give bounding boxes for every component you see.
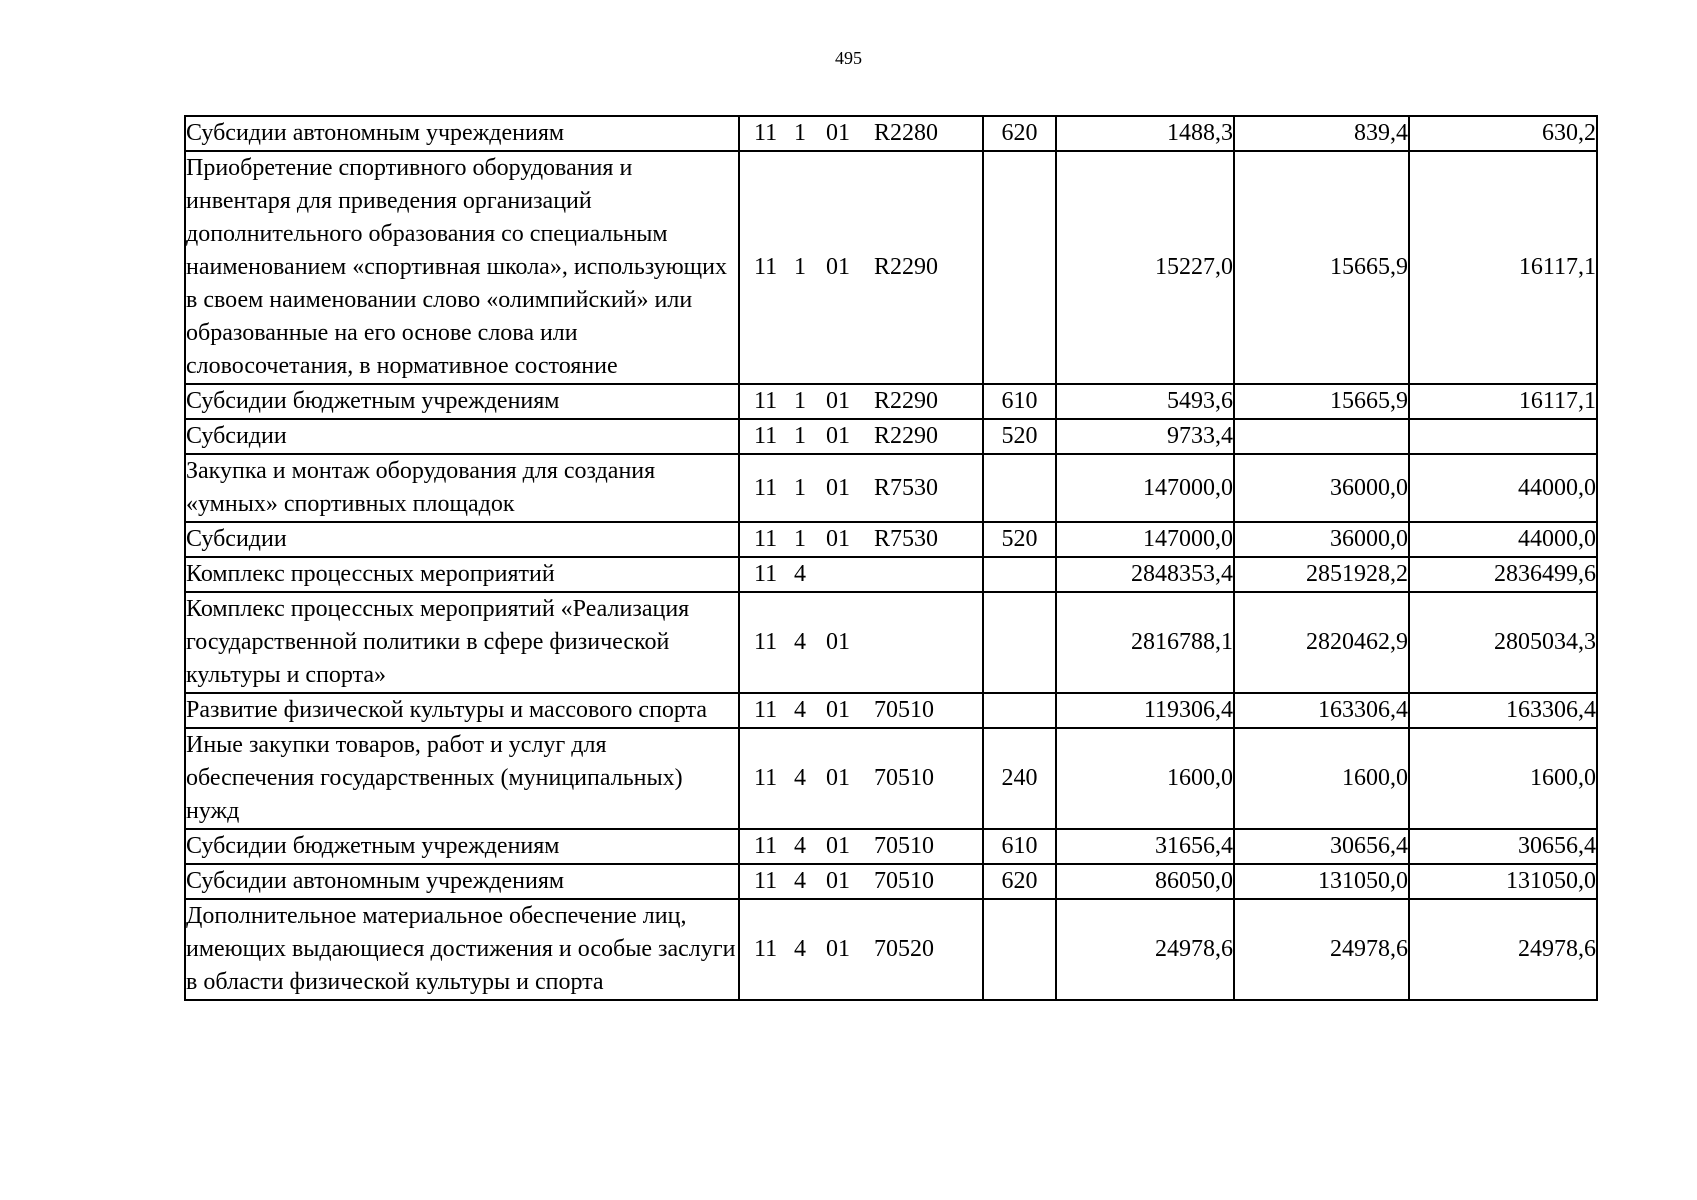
amount-year-2: 2820462,9 — [1234, 592, 1409, 693]
program-code: 11 — [754, 936, 778, 962]
amount-year-2: 131050,0 — [1234, 864, 1409, 899]
amount-year-3: 2805034,3 — [1409, 592, 1597, 693]
program-code: 11 — [754, 833, 778, 859]
amount-year-3: 16117,1 — [1409, 151, 1597, 384]
amount-year-3: 2836499,6 — [1409, 557, 1597, 592]
direction-code: 70510 — [874, 765, 934, 791]
row-code — [739, 522, 983, 557]
subprogram-code: 4 — [794, 868, 806, 894]
table-row — [185, 693, 1597, 728]
amount-year-2 — [1234, 419, 1409, 454]
expense-type-code: 620 — [983, 116, 1056, 151]
row-code — [739, 899, 983, 1000]
expense-type-code — [983, 693, 1056, 728]
direction-code: 70520 — [874, 936, 934, 962]
subprogram-code: 1 — [794, 120, 806, 146]
amount-year-3: 630,2 — [1409, 116, 1597, 151]
expense-type-code: 610 — [983, 829, 1056, 864]
activity-code: 01 — [826, 254, 850, 280]
expense-type-code: 520 — [983, 419, 1056, 454]
expense-type-code — [983, 592, 1056, 693]
amount-year-1: 9733,4 — [1056, 419, 1234, 454]
amount-year-3: 163306,4 — [1409, 693, 1597, 728]
direction-code: 70510 — [874, 833, 934, 859]
amount-year-1: 2816788,1 — [1056, 592, 1234, 693]
subprogram-code: 4 — [794, 833, 806, 859]
amount-year-2: 15665,9 — [1234, 151, 1409, 384]
table-row — [185, 899, 1597, 1000]
table-row — [185, 592, 1597, 693]
direction-code: R2280 — [874, 120, 939, 146]
row-name: Субсидии — [185, 522, 739, 557]
row-code — [739, 557, 983, 592]
direction-code: R2290 — [874, 254, 939, 280]
program-code: 11 — [754, 697, 778, 723]
amount-year-2: 24978,6 — [1234, 899, 1409, 1000]
row-code — [739, 592, 983, 693]
expense-type-code: 240 — [983, 728, 1056, 829]
row-code — [739, 864, 983, 899]
row-code — [739, 693, 983, 728]
direction-code: R7530 — [874, 474, 939, 501]
budget-table-body — [185, 116, 1597, 1000]
table-row — [185, 864, 1597, 899]
activity-code: 01 — [826, 388, 850, 414]
table-row — [185, 384, 1597, 419]
amount-year-3: 24978,6 — [1409, 899, 1597, 1000]
subprogram-code: 4 — [794, 765, 806, 791]
activity-code: 01 — [826, 936, 850, 962]
direction-code: R7530 — [874, 526, 939, 552]
expense-type-code: 620 — [983, 864, 1056, 899]
activity-code: 01 — [826, 120, 850, 146]
expense-type-code — [983, 899, 1056, 1000]
amount-year-3 — [1409, 419, 1597, 454]
row-name: Комплекс процессных мероприятий «Реализация государственной политики в сфере физической культуры и спорта» — [185, 592, 739, 693]
row-code — [739, 419, 983, 454]
activity-code: 01 — [826, 868, 850, 894]
subprogram-code: 1 — [794, 254, 806, 280]
row-name: Субсидии автономным учреждениям — [185, 864, 739, 899]
activity-code: 01 — [826, 423, 850, 449]
expense-type-code — [983, 557, 1056, 592]
direction-code: 70510 — [874, 697, 934, 723]
activity-code: 01 — [826, 833, 850, 859]
activity-code: 01 — [826, 697, 850, 723]
amount-year-2: 30656,4 — [1234, 829, 1409, 864]
amount-year-3: 131050,0 — [1409, 864, 1597, 899]
amount-year-2: 36000,0 — [1234, 454, 1409, 522]
amount-year-2: 2851928,2 — [1234, 557, 1409, 592]
amount-year-1: 86050,0 — [1056, 864, 1234, 899]
row-name: Дополнительное материальное обеспечение лиц, имеющих выдающиеся достижения и особые заслуги в области физической культуры и спорта — [185, 899, 739, 1000]
program-code: 11 — [754, 120, 778, 146]
expense-type-code — [983, 151, 1056, 384]
row-name: Закупка и монтаж оборудования для создания «умных» спортивных площадок — [185, 454, 739, 522]
direction-code: R2290 — [874, 388, 939, 414]
amount-year-1: 2848353,4 — [1056, 557, 1234, 592]
program-code: 11 — [754, 765, 778, 791]
amount-year-2: 36000,0 — [1234, 522, 1409, 557]
direction-code: R2290 — [874, 423, 939, 449]
row-name: Комплекс процессных мероприятий — [185, 557, 739, 592]
amount-year-3: 44000,0 — [1409, 454, 1597, 522]
expense-type-code — [983, 454, 1056, 522]
subprogram-code: 1 — [794, 388, 806, 414]
row-code — [739, 151, 983, 384]
table-row — [185, 557, 1597, 592]
program-code: 11 — [754, 526, 778, 552]
row-name: Субсидии бюджетным учреждениям — [185, 384, 739, 419]
subprogram-code: 4 — [794, 936, 806, 962]
row-name: Субсидии бюджетным учреждениям — [185, 829, 739, 864]
subprogram-code: 1 — [794, 423, 806, 449]
table-row — [185, 151, 1597, 384]
page-number: 495 — [835, 48, 862, 68]
subprogram-code: 1 — [794, 526, 806, 552]
row-code — [739, 454, 983, 522]
expense-type-code: 520 — [983, 522, 1056, 557]
expense-type-code: 610 — [983, 384, 1056, 419]
row-code — [739, 728, 983, 829]
amount-year-2: 163306,4 — [1234, 693, 1409, 728]
amount-year-1: 119306,4 — [1056, 693, 1234, 728]
program-code: 11 — [754, 474, 778, 501]
subprogram-code: 1 — [794, 474, 806, 501]
subprogram-code: 4 — [794, 629, 806, 655]
amount-year-1: 31656,4 — [1056, 829, 1234, 864]
amount-year-1: 147000,0 — [1056, 454, 1234, 522]
activity-code: 01 — [826, 629, 850, 655]
budget-table — [184, 115, 1598, 1001]
row-code — [739, 384, 983, 419]
row-name: Иные закупки товаров, работ и услуг для обеспечения государственных (муниципальных) нужд — [185, 728, 739, 829]
program-code: 11 — [754, 868, 778, 894]
table-row — [185, 116, 1597, 151]
amount-year-1: 24978,6 — [1056, 899, 1234, 1000]
row-name: Субсидии автономным учреждениям — [185, 116, 739, 151]
amount-year-1: 1488,3 — [1056, 116, 1234, 151]
program-code: 11 — [754, 254, 778, 280]
row-name: Развитие физической культуры и массового спорта — [185, 693, 739, 728]
activity-code: 01 — [826, 526, 850, 552]
amount-year-1: 1600,0 — [1056, 728, 1234, 829]
amount-year-2: 839,4 — [1234, 116, 1409, 151]
table-row — [185, 728, 1597, 829]
table-row — [185, 419, 1597, 454]
amount-year-3: 16117,1 — [1409, 384, 1597, 419]
table-row — [185, 454, 1597, 522]
amount-year-1: 5493,6 — [1056, 384, 1234, 419]
amount-year-3: 1600,0 — [1409, 728, 1597, 829]
subprogram-code: 4 — [794, 561, 806, 587]
direction-code: 70510 — [874, 868, 934, 894]
amount-year-3: 44000,0 — [1409, 522, 1597, 557]
program-code: 11 — [754, 423, 778, 449]
table-row — [185, 522, 1597, 557]
program-code: 11 — [754, 629, 778, 655]
amount-year-1: 147000,0 — [1056, 522, 1234, 557]
amount-year-1: 15227,0 — [1056, 151, 1234, 384]
amount-year-3: 30656,4 — [1409, 829, 1597, 864]
activity-code: 01 — [826, 474, 850, 501]
row-code — [739, 829, 983, 864]
row-code — [739, 116, 983, 151]
activity-code: 01 — [826, 765, 850, 791]
amount-year-2: 15665,9 — [1234, 384, 1409, 419]
program-code: 11 — [754, 561, 778, 587]
table-row — [185, 829, 1597, 864]
row-name: Приобретение спортивного оборудования и инвентаря для приведения организаций дополнительного образования со специальным наименованием «спортивная школа», использующих в своем наименовании слово «олимпийский» или образованные на его основе слова или словосочетания, в нормативное состояние — [185, 151, 739, 384]
amount-year-2: 1600,0 — [1234, 728, 1409, 829]
program-code: 11 — [754, 388, 778, 414]
row-name: Субсидии — [185, 419, 739, 454]
subprogram-code: 4 — [794, 697, 806, 723]
